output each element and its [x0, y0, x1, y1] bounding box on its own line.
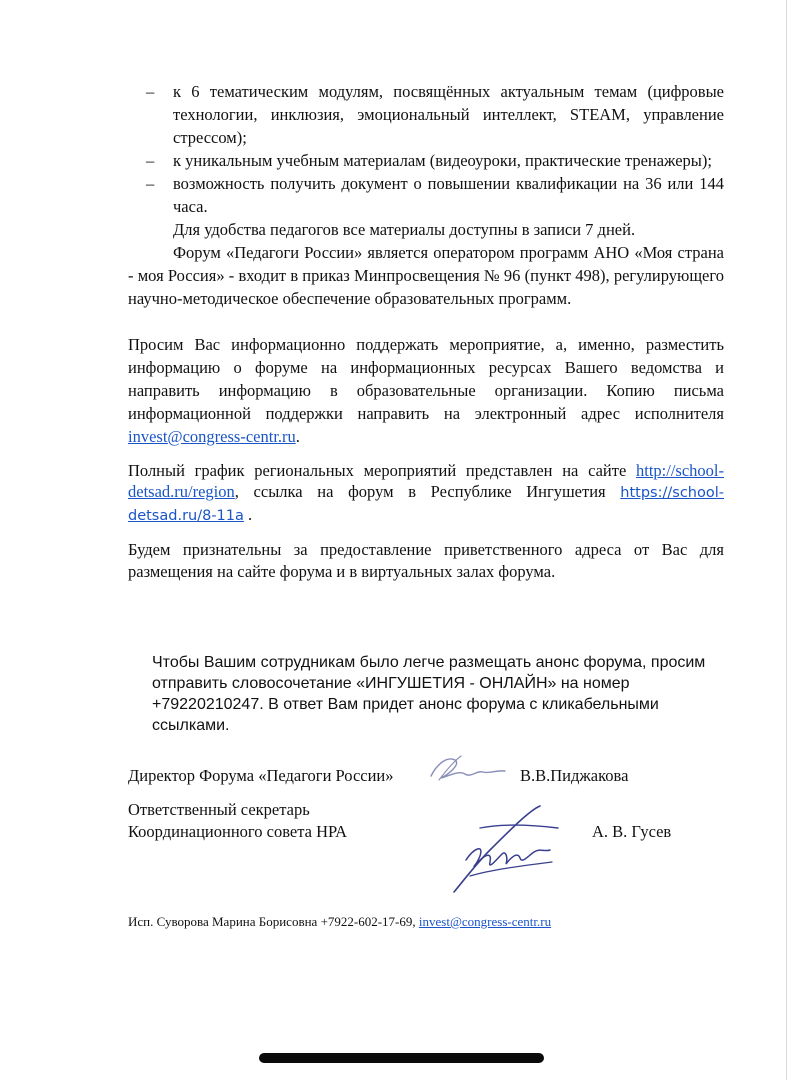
- bullet-text: к уникальным учебным материалам (видеоуроки, практические тренажеры);: [173, 151, 712, 170]
- schedule-text: Полный график региональных мероприятий представлен на сайте: [128, 461, 636, 480]
- bullet-text: к 6 тематическим модулям, посвящённых актуальным темам (цифровые технологии, инклюзия, эмоциональный интеллект, STEAM, управление стрессом);: [173, 82, 724, 147]
- records-paragraph: Для удобства педагогов все материалы доступны в записи 7 дней.: [173, 220, 636, 239]
- executor-footer: [128, 914, 551, 930]
- secretary-title-1: Ответственный секретарь: [128, 800, 310, 819]
- list-item: [128, 149, 724, 172]
- secretary-name: А. В. Гусев: [592, 822, 672, 841]
- schedule-paragraph: [128, 460, 724, 527]
- page-edge-divider: [786, 0, 787, 1080]
- director-signature: [425, 750, 510, 786]
- region-link[interactable]: http://school-detsad.ru/region: [128, 461, 724, 501]
- request-end: .: [295, 427, 300, 446]
- bullet-dash: –: [146, 174, 155, 193]
- footer-email-link[interactable]: invest@congress-centr.ru: [418, 914, 552, 929]
- list-item: [128, 80, 724, 149]
- secretary-signature: [440, 800, 580, 900]
- home-indicator[interactable]: [259, 1053, 544, 1063]
- schedule-middle: , ссылка на форум в Республике Ингушетия: [234, 482, 621, 501]
- request-paragraph: [128, 333, 724, 448]
- announcement-note: Чтобы Вашим сотрудникам было легче размещать анонс форума, просим отправить словосочетание «ИНГУШЕТИЯ - ОНЛАЙН» на номер +79220210247. В ответ Вам придет анонс форума с кликабельными ссылками.: [152, 654, 706, 734]
- bullet-text: возможность получить документ о повышении квалификации на 36 или 144 часа.: [173, 174, 724, 216]
- letter-body: [128, 80, 724, 583]
- forum-link[interactable]: https://school-detsad.ru/8-11a: [128, 485, 724, 524]
- list-item: [128, 172, 724, 218]
- bullet-dash: –: [146, 151, 155, 170]
- bullet-dash: –: [146, 82, 155, 101]
- schedule-end: .: [243, 505, 253, 524]
- greeting-paragraph: Будем признательны за предоставление приветственного адреса от Вас для размещения на сайте форума и в виртуальных залах форума.: [128, 540, 724, 581]
- director-name: В.В.Пиджакова: [520, 766, 629, 785]
- director-title: Директор Форума «Педагоги России»: [128, 766, 394, 785]
- request-text: Просим Вас информационно поддержать мероприятие, а, именно, разместить информацию о форуме на информационных ресурсах Вашего ведомства и направить информацию в образовательные организации. Копию письма информационной поддержки направить на электронный адрес исполнителя: [128, 335, 724, 423]
- secretary-title-2: Координационного совета НРА: [128, 822, 347, 841]
- request-email-link[interactable]: invest@congress-centr.ru: [128, 427, 296, 446]
- operator-paragraph: Форум «Педагоги России» является оператором программ АНО «Моя страна - моя Россия» - входит в приказ Минпросвещения № 96 (пункт 498), регулирующего научно-методическое обеспечение образовательных программ.: [128, 243, 724, 308]
- footer-text: Исп. Суворова Марина Борисовна +7922-602-17-69,: [128, 914, 419, 929]
